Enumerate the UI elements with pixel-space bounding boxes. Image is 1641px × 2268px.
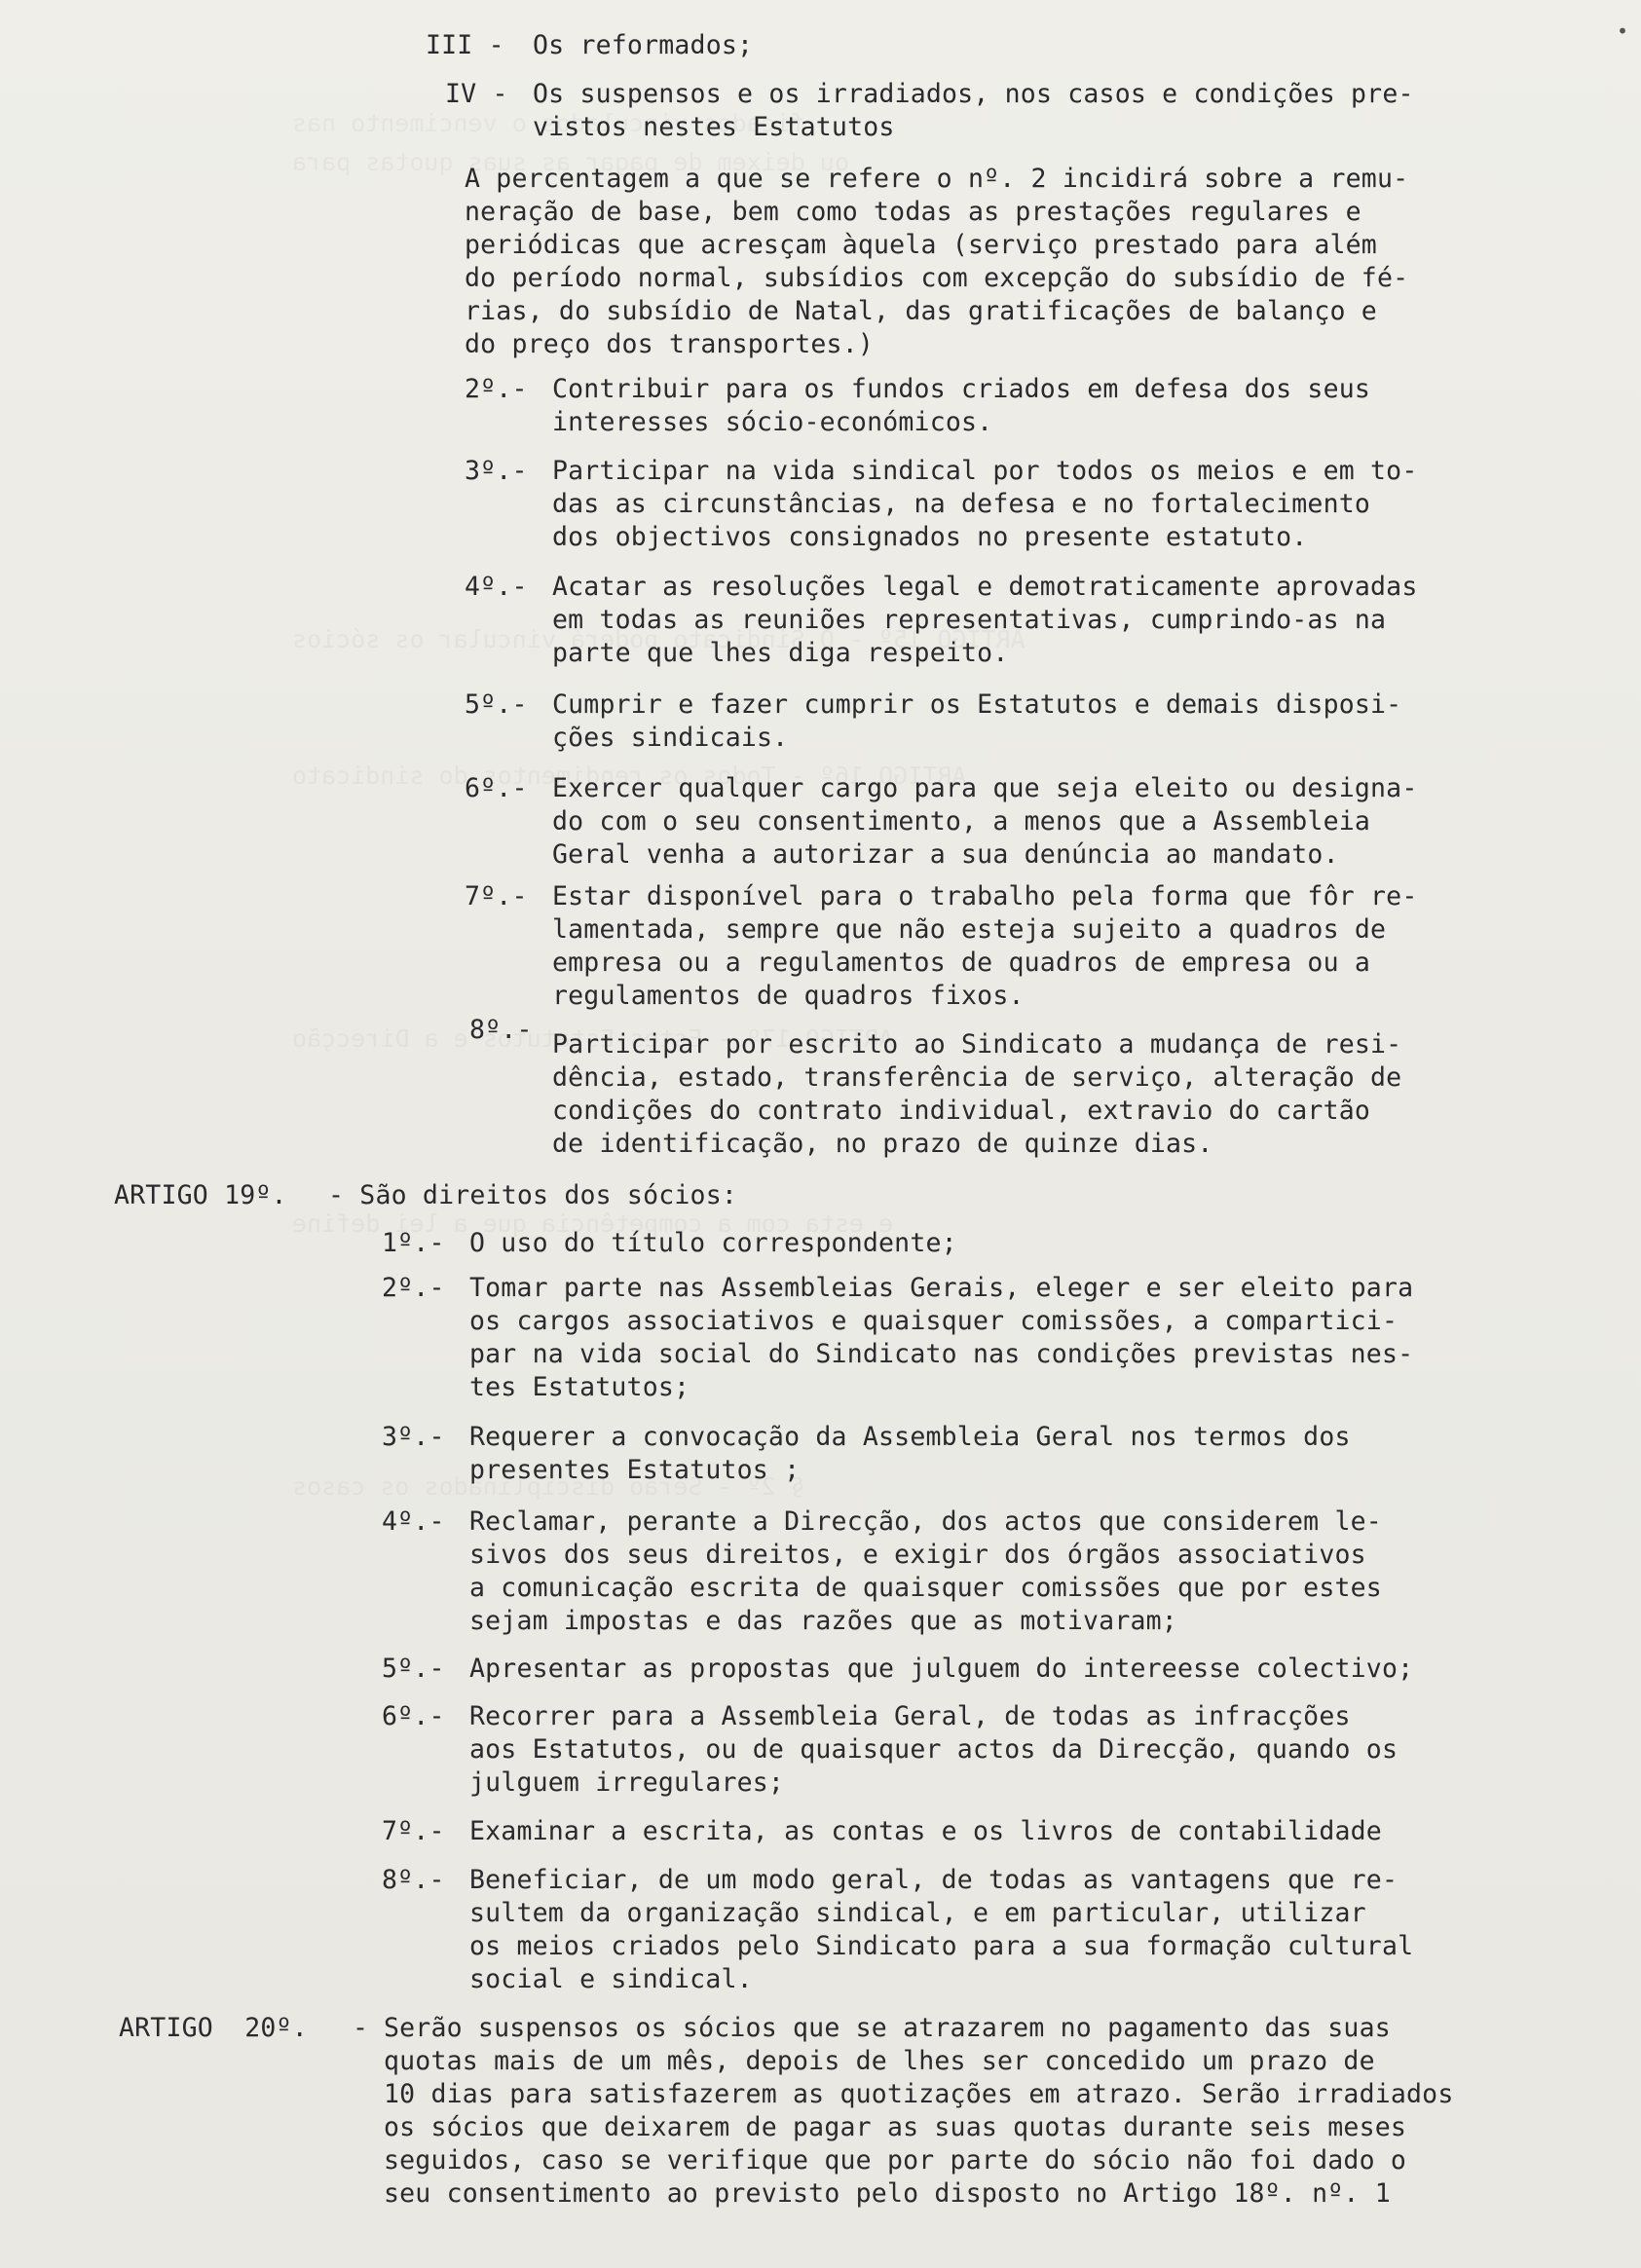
artigo-20-text: seguidos, caso se verifique que por parte do sócio não foi dado o bbox=[384, 2145, 1407, 2175]
right-3-text: presentes Estatutos ; bbox=[469, 1455, 801, 1485]
artigo-20-text: Serão suspensos os sócios que se atrazarem no pagamento das suas bbox=[384, 2013, 1391, 2043]
duty-4-text: em todas as reuniões representativas, cumprindo-as na bbox=[552, 605, 1387, 635]
right-2-text: os cargos associativos e quaisquer comissões, a compartici- bbox=[469, 1306, 1399, 1336]
item-iii-text: Os reformados; bbox=[533, 30, 754, 60]
artigo-20-text: 10 dias para satisfazerem as quotizações em atrazo. Serão irradiados bbox=[384, 2079, 1454, 2109]
right-7-text: Examinar a escrita, as contas e os livros de contabilidade bbox=[469, 1816, 1382, 1846]
artigo-19-label: ARTIGO 19º. bbox=[114, 1180, 287, 1210]
paragraph-line: rias, do subsídio de Natal, das gratificações de balanço e bbox=[465, 296, 1377, 326]
duty-7-text: regulamentos de quadros fixos. bbox=[552, 981, 1025, 1011]
item-iv-text-1: Os suspensos e os irradiados, nos casos e condições pre- bbox=[533, 79, 1414, 109]
right-2-text: Tomar parte nas Assembleias Gerais, eleger e ser eleito para bbox=[469, 1273, 1414, 1303]
paragraph-line: periódicas que acresçam àquela (serviço prestado para além bbox=[465, 230, 1377, 260]
duty-3-num: 3º.- bbox=[465, 456, 528, 486]
artigo-20-dash: - bbox=[353, 2013, 369, 2043]
right-2-text: tes Estatutos; bbox=[469, 1372, 690, 1402]
right-6-text: Recorrer para a Assembleia Geral, de todas as infracções bbox=[469, 1701, 1351, 1731]
right-1-text: O uso do título correspondente; bbox=[469, 1228, 957, 1258]
right-2-text: par na vida social do Sindicato nas condições previstas nes- bbox=[469, 1339, 1414, 1369]
right-8-text: social e sindical. bbox=[469, 1964, 753, 1994]
duty-6-text: do com o seu consentimento, a menos que a Assembleia bbox=[552, 806, 1371, 837]
right-4-num: 4º.- bbox=[382, 1506, 445, 1537]
duty-3-text: dos objectivos consignados no presente estatuto. bbox=[552, 522, 1308, 552]
duty-6-text: Exercer qualquer cargo para que seja eleito ou designa- bbox=[552, 773, 1418, 803]
duty-2-num: 2º.- bbox=[465, 374, 528, 404]
right-8-num: 8º.- bbox=[382, 1865, 445, 1895]
right-6-text: aos Estatutos, ou de quaisquer actos da Direcção, quando os bbox=[469, 1734, 1399, 1765]
duty-2-text: Contribuir para os fundos criados em defesa dos seus bbox=[552, 374, 1371, 404]
duty-8-text: Participar por escrito ao Sindicato a mudança de resi- bbox=[552, 1029, 1402, 1060]
duty-8-num: 8º.- bbox=[469, 1015, 533, 1045]
paragraph-line: neração de base, bem como todas as prestações regulares e bbox=[465, 197, 1361, 227]
duty-4-num: 4º.- bbox=[465, 572, 528, 602]
right-4-text: sivos dos seus direitos, e exigir dos órgãos associativos bbox=[469, 1540, 1366, 1570]
paragraph-line: do preço dos transportes.) bbox=[465, 329, 875, 359]
right-4-text: Reclamar, perante a Direcção, dos actos que considerem le- bbox=[469, 1506, 1382, 1537]
artigo-20-label: ARTIGO 20º. bbox=[119, 2013, 308, 2043]
item-iv-text-2: vistos nestes Estatutos bbox=[533, 112, 895, 142]
right-1-num: 1º.- bbox=[382, 1228, 445, 1258]
right-4-text: a comunicação escrita de quaisquer comissões que por estes bbox=[469, 1573, 1382, 1603]
right-2-num: 2º.- bbox=[382, 1273, 445, 1303]
artigo-20-text: os sócios que deixarem de pagar as suas quotas durante seis meses bbox=[384, 2112, 1407, 2142]
artigo-20-text: quotas mais de um mês, depois de lhes ser concedido um prazo de bbox=[384, 2046, 1375, 2076]
paragraph-line: A percentagem a que se refere o nº. 2 incidirá sobre a remu- bbox=[465, 164, 1409, 194]
right-3-num: 3º.- bbox=[382, 1422, 445, 1452]
duty-7-num: 7º.- bbox=[465, 881, 528, 911]
speck-mark: • bbox=[1617, 19, 1629, 43]
artigo-20-text: seu consentimento ao previsto pelo disposto no Artigo 18º. nº. 1 bbox=[384, 2178, 1391, 2209]
duty-7-text: Estar disponível para o trabalho pela forma que fôr re- bbox=[552, 881, 1418, 911]
duty-3-text: das as circunstâncias, na defesa e no fortalecimento bbox=[552, 489, 1371, 519]
duty-4-text: Acatar as resoluções legal e demotraticamente aprovadas bbox=[552, 572, 1418, 602]
duty-6-num: 6º.- bbox=[465, 773, 528, 803]
right-5-text: Apresentar as propostas que julguem do intereesse colectivo; bbox=[469, 1654, 1414, 1684]
right-6-text: julguem irregulares; bbox=[469, 1767, 785, 1798]
right-5-num: 5º.- bbox=[382, 1654, 445, 1684]
duty-5-text: ções sindicais. bbox=[552, 723, 789, 753]
duty-8-text: condições do contrato individual, extravio do cartão bbox=[552, 1096, 1371, 1126]
duty-3-text: Participar na vida sindical por todos os meios e em to- bbox=[552, 456, 1418, 486]
item-iv-num: IV - bbox=[445, 79, 508, 109]
item-iii-num: III - bbox=[426, 30, 504, 60]
right-4-text: sejam impostas e das razões que as motivaram; bbox=[469, 1606, 1177, 1636]
duty-7-text: lamentada, sempre que não esteja sujeito a quadros de bbox=[552, 914, 1387, 945]
duty-8-text: dência, estado, transferência de serviço, alteração de bbox=[552, 1062, 1402, 1093]
duty-5-num: 5º.- bbox=[465, 689, 528, 720]
right-8-text: sultem da organização sindical, e em particular, utilizar bbox=[469, 1898, 1366, 1928]
duty-6-text: Geral venha a autorizar a sua denúncia ao mandato. bbox=[552, 839, 1339, 870]
right-3-text: Requerer a convocação da Assembleia Geral nos termos dos bbox=[469, 1422, 1351, 1452]
artigo-19-text: - São direitos dos sócios: bbox=[328, 1180, 738, 1210]
duty-2-text: interesses sócio-económicos. bbox=[552, 407, 993, 437]
right-8-text: Beneficiar, de um modo geral, de todas as vantagens que re- bbox=[469, 1865, 1399, 1895]
right-8-text: os meios criados pelo Sindicato para a sua formação cultural bbox=[469, 1931, 1414, 1961]
duty-5-text: Cumprir e fazer cumprir os Estatutos e demais disposi- bbox=[552, 689, 1402, 720]
right-6-num: 6º.- bbox=[382, 1701, 445, 1731]
right-7-num: 7º.- bbox=[382, 1816, 445, 1846]
paragraph-line: do período normal, subsídios com excepção do subsídio de fé- bbox=[465, 263, 1409, 293]
duty-8-text: de identificação, no prazo de quinze dias. bbox=[552, 1129, 1213, 1159]
duty-4-text: parte que lhes diga respeito. bbox=[552, 638, 1009, 668]
duty-7-text: empresa ou a regulamentos de quadros de empresa ou a bbox=[552, 948, 1371, 978]
